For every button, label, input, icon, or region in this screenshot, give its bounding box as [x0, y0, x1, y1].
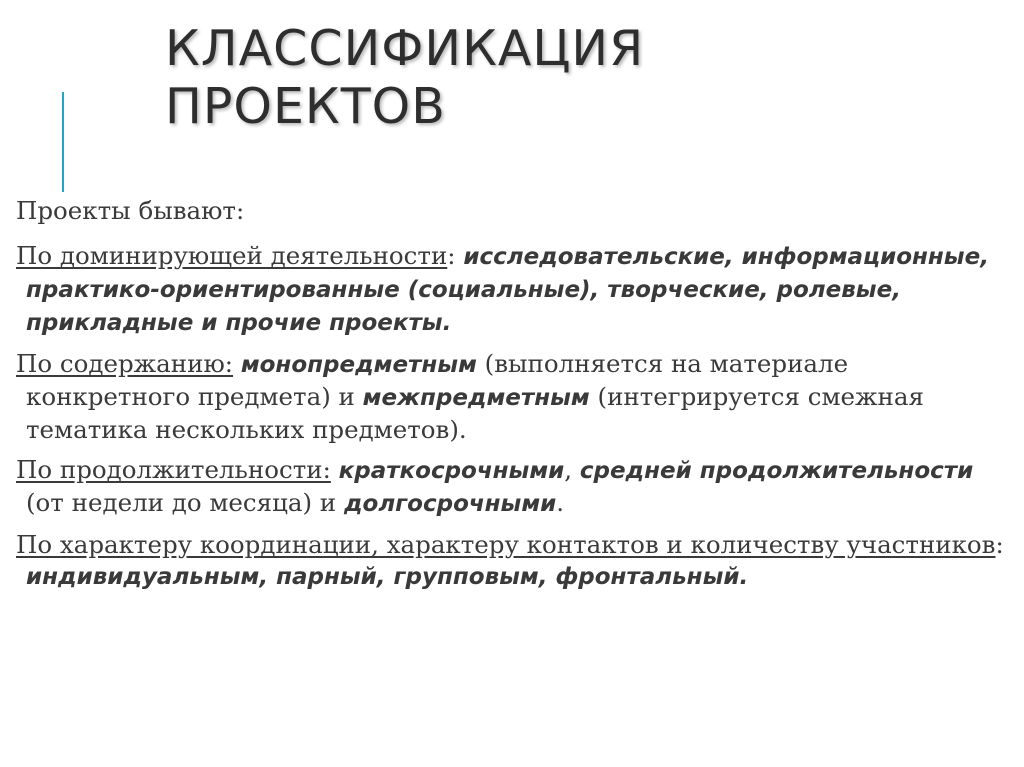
page-title [165, 20, 644, 136]
project-type: краткосрочными [338, 458, 565, 484]
criterion-label: По содержанию: [16, 349, 234, 378]
separator [233, 349, 241, 378]
type-description: (выполняется на материале конкретного предмета) и [26, 349, 849, 411]
classification-activity [16, 240, 1006, 339]
title-line-1: КЛАССИФИКАЦИЯ [165, 20, 645, 77]
classification-content [16, 348, 1006, 445]
separator [331, 455, 339, 484]
classification-coordination [16, 529, 1006, 593]
classification-duration [16, 454, 1006, 520]
project-type: долгосрочными [343, 491, 557, 517]
type-description: (от недели до месяца) и [26, 488, 344, 517]
project-type: средней продолжительности [579, 458, 974, 484]
separator: : [447, 241, 464, 270]
project-types: индивидуальным, парный, групповым, фронтальный. [26, 564, 749, 590]
title-accent-line [62, 92, 64, 192]
title-line-2: ПРОЕКТОВ [165, 78, 446, 135]
criterion-label: По доминирующей деятельности [16, 241, 448, 270]
type-description: (интегрируется смежная тематика нескольких предметов). [26, 382, 924, 444]
project-type: межпредметным [362, 385, 590, 411]
project-type: монопредметным [240, 352, 477, 378]
terminator: . [556, 488, 565, 517]
project-types: исследовательские, информационные, практико-ориентированные (социальные), творческие, ролевые, прикладные и прочие проекты. [26, 244, 989, 336]
criterion-label: По продолжительности: [16, 455, 331, 484]
separator: : [995, 530, 1004, 559]
intro-text: Проекты бывают: [16, 196, 245, 225]
criterion-label: По характеру координации, характеру контактов и количеству участников [16, 530, 996, 559]
separator: , [564, 455, 580, 484]
slide-body [16, 195, 1006, 602]
